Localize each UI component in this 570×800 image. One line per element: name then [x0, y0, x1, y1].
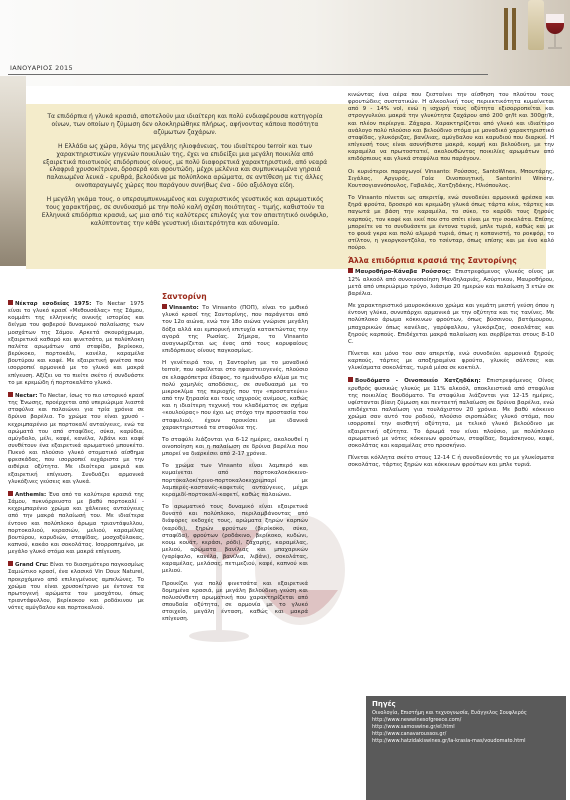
section-heading-santorini: Σαντορίνη: [162, 292, 207, 301]
source-link[interactable]: http://www.newwinesofgreece.com/: [372, 716, 462, 723]
article-paragraph: Οι κυριότεροι παραγωγοί Vinsanto: Ρούσσος, SantoWines, Μπουτάρης, Σιγάλας, Αργυρός, Γαία Οινοποιητική, Santorini Winery, Κουτσογιαννόπουλος, Γαβαλάς, Χατζηδάκης, Ηλιόπουλος.: [348, 168, 554, 189]
sources-title: Πηγές: [372, 700, 396, 708]
bullet-square-icon: [8, 491, 13, 496]
wine-glass-base: [548, 47, 562, 49]
paragraph-text: Το Vinsanto (ΠΟΠ), είναι το μυθικό γλυκό κρασί της Σαντορίνης, που παράγεται από τον 12ο αιώνα, ενώ τον 18ο αιώνα γνώρισε μεγάλη δόξα αλλά και εμπορική επιτυχία κατακτώντας την αγορά της Ρωσίας. Σήμερα, το Vinsanto αναγνωρίζεται ως ένας από τους κορυφαίους επιδόρπιους οίνους παγκοσμίως.: [162, 305, 308, 355]
header-rule: [8, 74, 488, 75]
wine-bottle-image: [528, 0, 544, 50]
article-paragraph: Η γενέτειρά του, η Σαντορίνη με το μοναδικό terroir, που οφείλεται στο ηφαιστειογενές, πλούσιο σε ελαφρόπετρα έδαφος, το ημιάνυδρο κλίμα με τις πολύ χαμηλές αποδόσεις, σε συνδυασμό με το μικροκλίμα της περιοχής που την «προστατεύει» από την ξηρασία και τους ισχυρούς ανέμους, καθώς και η ιδιαίτερη τεχνική του κλαδέματος σε σχήμα «κουλούρας» που έχει ως στόχο την προστασία του σταφυλιού, έχουν προικίσει με ιδανικά χαρακτηριστικά τα σταφύλια της.: [162, 360, 308, 431]
wine-description: Ένα από τα καλύτερα κρασιά της Σάμου, πυκνόρρευστο με βαθύ πορτοκαλί - κεχριμπαρένιο χρώμα και χάλκινες ανταύγειες από την μακρά παλαίωσή του. Με ιδιαίτερα έντονο και πολύπλοκο άρωμα τριαντάφυλλου, πορτοκαλιού, κερασιών, μελιού, καραμέλας βουτύρου, καρυδιών, σταφίδας, μοσχοξύλακας, καπνού, κακάο και σοκολάτας. Ισορροπημένο, με μεγάλο γλυκό στόμα και μακρά επίγευση.: [8, 491, 144, 556]
wine-name: Grand Cru:: [15, 562, 49, 569]
wine-description: Είναι το διασημότερο παγκοσμίως Σαμιώτικο κρασί, ένα κλασικό Vin Doux Naturel, προερχόμενο από επιλεγμένους αμπελώνες. Το χρώμα του είναι χρυσοκίτρινο με έντονα τα πρωτογενή αρώματα του μοσχάτου, όπως τριαντάφυλλου, βερίκοκου και ροδάκινου με νότες αμύγδαλου και πορτοκαλιού.: [8, 562, 144, 612]
bullet-square-icon: [8, 561, 13, 566]
source-link[interactable]: http://www.hatzidakiswines.gr/la-krasia-mas/voudomato.html: [372, 737, 526, 744]
article-paragraph: Με χαρακτηριστικό μαυροκόκκινο χρώμα και γεμάτη μεστή γεύση όπου η έντονη γλύκα, συνυπάρχει αρμονικά με την οξύτητα και τις τανίνες. Με πολύπλοκο άρωμα κόκκινων φρούτων, όπως βύσσινου, βατόμουρου, μπαχαρικών όπως κανέλας, γαρύφαλλου, γλυκόριζας, σοκολάτας και ξηρούς καρπούς. Επιδέχεται μακρά παλαίωση και σερβίρεται στους 8-10 C.: [348, 303, 554, 345]
section-marker-bars: [504, 8, 520, 50]
article-paragraph: Το σταφύλι λιάζονται για 6-12 ημέρες, ακολουθεί η οινοποίηση και η παλαίωση σε δρύινα βαρέλια που μπορεί να διαρκέσει από 2-17 χρόνια.: [162, 436, 308, 458]
article-paragraph: Το χρώμα των Vinsanto είναι λαμπερό και κυμαίνεται από πορτοκαλοκόκκινο-πορτοκαλοκίτρινο-πορτοκαλοκεχριμπαρί με λαμπερές-καστανές-καφετιές ανταύγειες, μέχρι κεραμιδί-πορτοκαλί-καφετί, καθώς παλαιώνει.: [162, 463, 308, 498]
wine-entry: [8, 491, 144, 556]
wine-entry: [8, 300, 144, 387]
bullet-square-icon: [348, 268, 353, 273]
middle-column: [162, 290, 308, 629]
bullet-square-icon: [8, 300, 13, 305]
left-column: [8, 300, 144, 617]
bullet-square-icon: [8, 392, 13, 397]
intro-paragraph: Τα επιδόρπια ή γλυκά κρασιά, αποτελούν μια ιδιαίτερη και πολύ ενδιαφέρουσα κατηγορία οίνων, των οποίων η ζύμωση δεν ολοκληρώθηκε πλήρως, αφήνοντας κάποια ποσότητα αζύμωτων ζαχάρων.: [47, 113, 323, 136]
issue-date: ΙΑΝΟΥΑΡΙΟΣ 2015: [10, 64, 73, 72]
wine-description: Το Nectar 1975 είναι το γλυκό κρασί «Μεθουσάλας» της Σάμου, κομμάτι της ελληνικής οινικής ιστορίας και δείγμα του φοβερού δυναμικού παλαίωσης των μοσχάτων της Σάμου. Αρκετά σκουρόχρωμο, εξαιρετικά καθαρό και φινετσάτο, με πολύπλοκη παλέτα αρωμάτων από σταφίδα, βερίκοκο, βερύκοκο, πορτοκάλι, κανέλα, καραμέλα βουτύρου και καφέ. Με εξαιρετική φινέτσα που ισορροπεί αρμονικά με το γλυκό και μακρά επίγευση. Αξίζει να το πιείτε σκέτο ή συνδυάστε το με κρεμώδη ή πορτοκαλάτο γλυκό.: [8, 301, 145, 386]
wine-name: Βουδόματο - Οινοποιείο Χατζηδάκη:: [355, 378, 481, 385]
wine-name: Vinsanto:: [169, 305, 199, 312]
wine-name: Anthemis:: [15, 491, 47, 498]
side-photo-strip: [0, 76, 26, 266]
bullet-square-icon: [348, 377, 353, 382]
source-citation: Οινολογία, Επιστήμη και τεχνογνωσία, Ευάγγελος Σουφλερός: [372, 709, 527, 716]
wine-description: Επιστρεφόμενος γλυκός οίνος με 12% αλκοόλ από συνοινοποίηση Μανδηλαριάς, Ασύρτικου, Μαυροθήρου, μετά από υπεριώριμο τρύγο, λιάσιμο 20 ημερών και παλαίωση 3 ετών σε βαρέλια.: [348, 269, 555, 297]
article-paragraph: Προικίζει για πολύ φινετσάτα και εξαιρετικά δομημένα κρασιά, με μεγάλη βελούδινη γεύση και πολυσύνθετη αρωματική που χαρακτηρίζεται από σπουδαία οξύτητα, σε αρμονία με το γλυκό στοιχείο, μεγάλη ένταση, καθώς και μακρά επίγευση.: [162, 580, 308, 623]
section-heading-other-wines: Άλλα επιδόρπια κρασιά της Σαντορίνης: [348, 256, 517, 266]
wine-entry: [348, 377, 554, 450]
article-paragraph: Πίνεται κόλλητα σκέτο στους 12-14 C ή συνοδεύοντάς το με γλυκίσματα σοκολάτας, τάρτες ξηρών και κόκκινων φρούτων και μπλε τυριά.: [348, 455, 554, 469]
bullet-square-icon: [162, 304, 167, 309]
wine-description: Το Nectar, ίσως το πιο ιστορικό κρασί της Ένωσης, προέρχεται από υπεριώριμα λιαστά σταφύλια και παλαιώνει για τρία χρόνια σε δρύινα βαρέλια. Το χρώμα του είναι χρυσό - κεχριμπαρένιο με πορτοκαλί ανταύγειες, ενώ τα αρώματά του από σταφίδες, σύκα, καρύδια, αμύγδαλο, μέλι, καφέ, κανέλα, λιβάνι και καφέ συνθέτουν ένα εξαιρετικά αρωματικό μπουκέτο. Πυκνό και πλούσιο γλυκό στοματικό αίσθημα φρεσκάδας, που ισορροπεί ευχάριστα με την αιθέρια οξύτητα. Με ιδιαίτερα μακριά και εξαιρετική επίγευση. Συνδυάζει αρμονικά γλυκόξινες γεύσεις και γλυκά.: [8, 392, 144, 485]
article-paragraph: Πίνεται και μόνο του σαν απεριτίφ, ενώ συνοδεύει αρμονικά ξηρούς καρπούς, τάρτες με αποξηραμένα φρούτα, γλυκές σάλτσες και γλυκίσματα σοκολάτας, τυριά μέσα σε κοκτέιλ.: [348, 351, 554, 372]
wine-entry: [8, 561, 144, 612]
article-paragraph: Το Vinsanto πίνεται ως απεριτίφ, ενώ συνοδεύει αρμονικά φρέσκα και ξηρά φρούτα, δροσερό και κρεμώδη γλυκά όπως τάρτα κέικ, τάρτες και παγωτά με βάση την καραμέλα, το σύκο, το καρύδι τους ξηρούς καρπούς, τον καφέ και εκεί που στο σπίτι είναι με την σοκολάτα. Επίσης μπορείτε να το συνδυάσετε με έντονα τυριά, μπλε τυριά, καθώς και με το φουά γκρα και πολύ αλμυρά τυριά, όπως η κοπανιστή, το ροκφόρ, το στίλτον, η γκοργκοντζόλα, το τσένταρ, όπως επίσης και με ένα καλό πούρο.: [348, 195, 554, 252]
intro-paragraph: Η Ελλάδα ως χώρα, λόγω της μεγάλης ηλιοφάνειας, του ιδιαίτερου terroir και των χαρακτηριστικών γηγενών ποικιλιών της, έχει να επιδείξει μια μεγάλη ποικιλία από εξαιρετικά ποιοτικούς επιδόρπιους οίνους, με πολύ διαφορετικά χαρακτηριστικά, από νεαρά ελαφριά χρυσοκίτρινα, δροσερά και φρουτώδη, μέχρι μελένια και συμπυκνωμένα γηραιά παλαιωμένα λευκά - ερυθρά, βελούδινα με πολύπλοκα αρώματα, σε αντίθεση με τις άλλες οινοπαραγωγές χώρες που παράγουν συνήθως ένα - δύο αξιόλογα είδη.: [42, 142, 328, 190]
intro-paragraph: Η μεγάλη γκάμα τους, ο υπερσυμπυκνωμένος και ευχαριστικός γευστικός και αρωματικός τους χαρακτήρας, σε συνδυασμό με την πολύ καλή σχέση ποιότητας - τιμής, καθιστούν τα Ελληνικά επιδόρπια κρασιά, ως μια από τις καλύτερες επιλογές για τον απαιτητικό οινόφιλο, καλύπτοντας την κάθε γευστική ιδιαιτερότητα και αδυναμία.: [41, 196, 329, 227]
wine-entry: [8, 392, 144, 486]
wine-name: Νέκταρ εσοδείας 1975:: [15, 301, 92, 307]
wine-entry: [348, 268, 554, 298]
right-column: [348, 92, 554, 474]
wine-name: Μαυροθήρο-Κάναβα Ρούσσος:: [355, 269, 452, 276]
article-paragraph: Το αρωματικό τους δυναμικό είναι εξαιρετικά δυνατό και πολύπλοκο, περιλαμβάνοντας από διάφορες εκδοχές τους, αρώματα ξηρών καρπών (καρύδι), ξηρών φρούτων (βερίκοκο, σύκο, σταφίδα), φρούτων (ροδάκινο, βερίκοκο, κυδώνι, κουμ κουάτ, κεράσι, ρόδι), ζάχαρης, καραμέλας, μελιού, αρώματα βανίλιας και μπαχαρικών (γαρίφαλο, κανέλα, βανίλια, λιβάνι), σοκολάτας, καραμέλας, μελάσας, πετιμεζιού, καφέ, καπνού και μελιού.: [162, 504, 308, 575]
article-paragraph: [162, 304, 308, 355]
intro-text: [40, 113, 330, 234]
sources-box: [366, 696, 566, 800]
wine-glass-stem: [554, 34, 556, 48]
source-link[interactable]: http://www.canavaroussos.gr/: [372, 730, 447, 737]
article-paragraph: κινώντας ένα αέρα που ζεσταίνει την αίσθηση του πλούτου τους φρουτώδεις συστατικών. Η αλκοολική τους περιεκτικότητα κυμαίνεται από 9 - 14% vol, ενώ η ισχυρή τους οξύτητα εξισορροπείται και στρογγυλεύει μακρά την γλυκύτητα ζαχάρου από 200 gr/lt και 300gr/lt, και πλέον περίεργα. Ζάχαρα. Χαρακτηρίζεται από γλυκό και ιδιαίτερο ανάλογο πολύ πλούσιο και βελούδινο στόμα με μοναδικό χαρακτηριστικό σταφίδας, γλυκόριζας, βανίλιας, αμύγδαλου και καρυδιού που διαρκεί. Η επίγευσή τους είναι ασυνήθιστα μακρά, κομψή και βελούδινη, με την καραμέλα να πρωτοστατεί, ακολουθώντας ποικιλίες αρωμάτων από επιδόρπιους και γλυκά σταφύλια που παράγουν.: [348, 92, 554, 163]
wine-name: Nectar:: [15, 392, 38, 399]
source-link[interactable]: http://www.samoswine.gr/el.html: [372, 723, 455, 730]
wine-glass-image: [546, 14, 564, 34]
wine-description: Επιστρεφόμενος Οίνος ερυθρός φυσικώς γλυκύς με 11% αλκοόλ, αποκλειστικά από σταφύλια της ποικιλίας Βουδόματο. Τα σταφύλια λιάζονται για 12-15 ημέρες, υφίστανται βίαιη ζύμωση και πενταετή παλαίωση σε δρύινα βαρέλια, ενώ επιδέχεται παλαίωση για τουλάχιστον 20 χρόνια. Με βαθύ κόκκινο χρώμα σαν αυτό του ροδιού, πλούσιο σιροπιώδες γλυκό στόμα, που ισορροπεί την αισθητή οξύτητα, με τελικό γλυκό βελούδινο με εξαιρετική οξύτητα. Το άρωμά του είναι πλούσιο, με πολύπλοκο αρωματικό με νότες κόκκινων φρούτων, σταφίδας, δαμάσκηνου, καφέ, σοκολάτας και καραμέλας στο προσκήνιο.: [348, 378, 554, 449]
